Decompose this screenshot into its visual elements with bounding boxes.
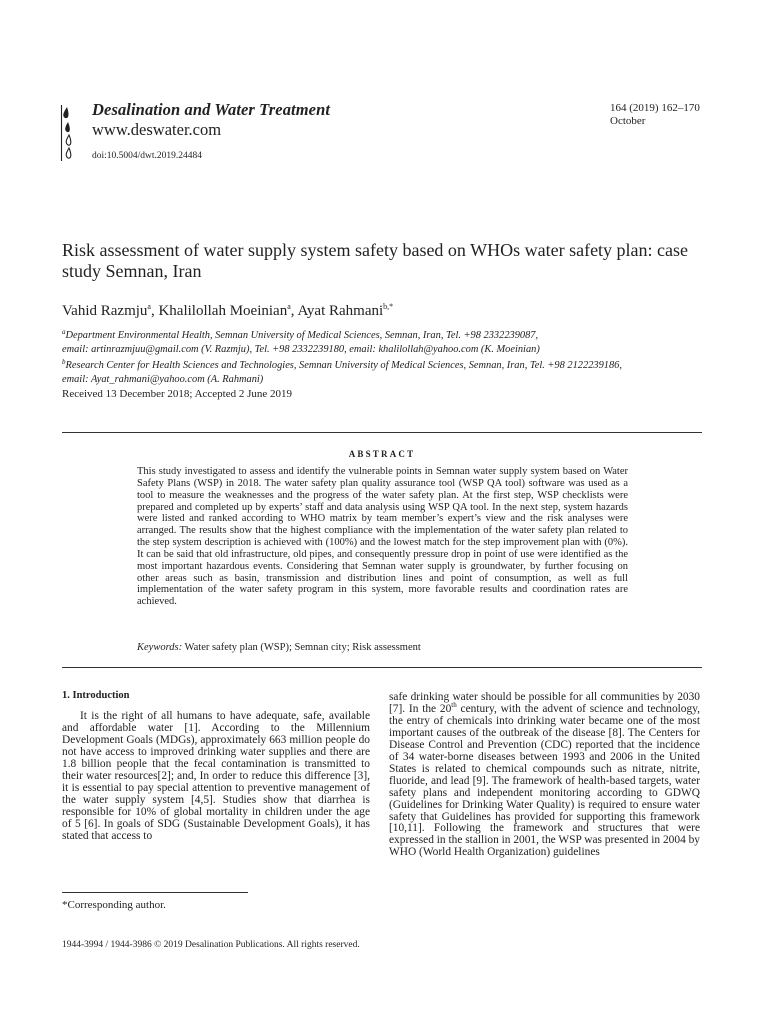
keywords-list: Water safety plan (WSP); Semnan city; Risk assessment <box>184 642 421 653</box>
author-name: Khalilollah Moeinian <box>158 303 288 319</box>
affiliations <box>62 326 712 386</box>
water-drops-icon <box>60 103 80 163</box>
journal-url[interactable]: www.deswater.com <box>92 120 222 139</box>
keywords <box>137 642 421 653</box>
body-right-column <box>389 692 700 859</box>
author-name: Ayat Rahmani <box>297 303 384 319</box>
copyright: 1944-3994 / 1944-3986 © 2019 Desalination Publications. All rights reserved. <box>62 940 360 950</box>
superscript: th <box>451 700 457 709</box>
affiliation-b-line1 <box>62 356 712 373</box>
received-dates: Received 13 December 2018; Accepted 2 June 2019 <box>62 388 293 400</box>
affiliation-sup: b <box>62 358 66 366</box>
journal-title: Desalination and Water Treatment <box>92 100 331 119</box>
abstract-bottom-divider <box>62 667 702 668</box>
volume-info <box>610 102 700 128</box>
affiliation-a-line1 <box>62 326 712 343</box>
doi: doi:10.5004/dwt.2019.24484 <box>92 151 203 161</box>
abstract-top-divider <box>62 432 702 433</box>
affiliation-a-line2: email: artinrazmjuu@gmail.com (V. Razmju), Tel. +98 2332239180, email: khalilollah@yahoo.com (K. Moeinian) <box>62 343 540 355</box>
body-text: century, with the advent of science and technology, the entry of chemicals into drinking water became one of the most important causes of the outbreak of the disease [8]. The Centers for Disease Control and Prevention (CDC) reported that the incidence of 34 water-borne diseases between 1993 and 2006 in the United States is related to chemical compounds such as nitrate, nitrite, fluoride, and lead [9]. The framework of health-based targets, water safety plans and independent monitoring according to GDWQ (Guidelines for Drinking Water Quality) is required to ensure water safety that Guidelines has provided for supporting this framework [10,11]. Following the framework and structures that were expressed in the stallion in 2001, the WSP was presented in 2004 by WHO (World Health Organization) guidelines <box>389 702 701 859</box>
footnote-divider <box>62 892 248 893</box>
author-sup: b,* <box>383 302 394 311</box>
volume-pages: 164 (2019) 162–170 <box>610 102 700 114</box>
keywords-label: Keywords: <box>137 642 183 653</box>
body-left-column: It is the right of all humans to have adequate, safe, available and affordable water [1]. According to the Millennium Development Goals (MDGs), approximately 663 million people do not have access to improved drinking water supplies and there are 1.8 billion people that the fecal contamination is transmitted to their water resources[2]; and, In order to reduce this difference [3], it is essential to pay special attention to preventive management of the water supply system [4,5]. Studies show that diarrhea is responsible for 10% of global mortality in children under the age of 5 [6]. In goals of SDG (Sustainable Development Goals), it has stated that access to <box>62 710 370 842</box>
section-heading: 1. Introduction <box>62 690 130 701</box>
abstract-text: This study investigated to assess and identify the vulnerable points in Semnan water supply system based on Water Safety Plans (WSP) in 2018. The water safety plan quality assurance tool (WSP QA tool) software was used as a tool to measure the weaknesses and the progress of the water safety plan. At the first step, WSP checklists were prepared and completed up by experts’ staff and data analysis using WSP QA tool. In the next step, system hazards were listed and ranked according to WHO matrix by team member’s expert’s view and the risk analyses were arranged. The results show that the highest compliance with the implementation of the water safety plan related to the step system description is achieved with (100%) and the lowest match for the step improvement plan with (0%). It can be said that old infrastructure, old pipes, and consequently pressure drop in point of use were identified as the most important hazardous events. Considering that Semnan water supply is groundwater, by further focusing on other areas such as basin, transmission and distribution lines and point of consumption, as well as full implementation of the water safety program in this system, more favorable results and coordination rates are achieved. <box>137 466 628 608</box>
footnote: *Corresponding author. <box>62 899 166 911</box>
affiliation-sup: a <box>62 328 66 336</box>
abstract-heading: ABSTRACT <box>348 449 416 459</box>
affiliation-b-line2: email: Ayat_rahmani@yahoo.com (A. Rahmani) <box>62 373 264 385</box>
author-sup: a <box>147 302 151 311</box>
issue-month: October <box>610 115 646 127</box>
author-separator: , <box>150 303 159 319</box>
author-sup: a <box>287 302 291 311</box>
author-list <box>62 302 393 320</box>
affiliation-text: Research Center for Health Sciences and Technologies, Semnan University of Medical Sciences, Semnan, Iran, Tel. +98 2122239186, <box>65 360 622 371</box>
body-text: safe drinking water should be possible for all communities by 2030 [7]. In the 20 <box>389 691 700 715</box>
affiliation-text: Department Environmental Health, Semnan University of Medical Sciences, Semnan, Iran, Tel. +98 2332239087, <box>65 330 539 341</box>
author-name: Vahid Razmju <box>62 303 148 319</box>
article-title: Risk assessment of water supply system safety based on WHOs water safety plan: case study Semnan, Iran <box>62 240 689 281</box>
author-separator: , <box>290 303 298 319</box>
